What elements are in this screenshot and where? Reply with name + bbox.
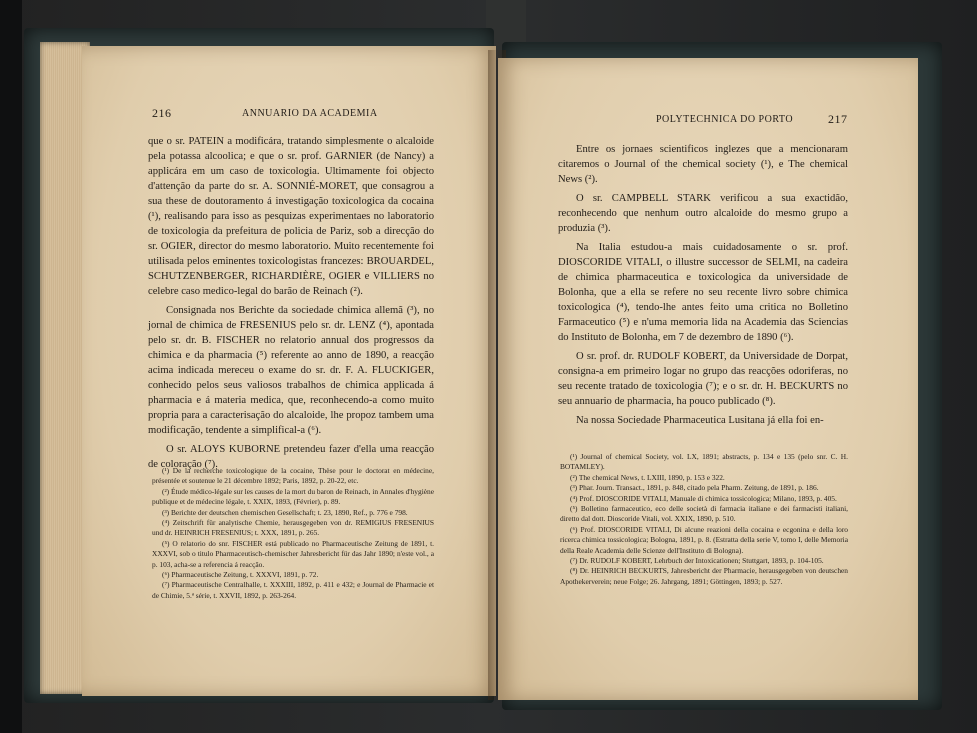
right-paragraph: Na Italia estudou-a mais cuidadosamente o sr. prof. DIOSCORIDE VITALI, o illustre successor de SELMI, na cadeira de chimica pharmaceutica e toxicologica da universidade de Bolonha, que a ella se refere no seu recente livro sobre chimica toxicologica (⁴), tendo-lhe antes feito uma critica no Bolletino Farmaceutico (⁵) e n'uma memoria lida na Academia das Sciencias do Instituto de Bolonha, em 7 de dezembro de 1890 (⁶).: [558, 242, 848, 343]
right-paragraph: Na nossa Sociedade Pharmaceutica Lusitana já ella foi en-: [576, 415, 824, 426]
footnote: (³) Berichte der deutschen chemischen Gesellschaft; t. 23, 1890, Ref., p. 776 e 798.: [162, 507, 408, 517]
left-page: [82, 46, 496, 696]
footnote: (²) Étude médico-légale sur les causes de la mort du baron de Reinach, in Annales d'hygiène publique et de médecine légale, t. XXIX, 1893, (Février), p. 89.: [152, 486, 434, 507]
right-page: [498, 58, 918, 700]
background-shadow: [0, 0, 22, 733]
right-paragraph: O sr. prof. dr. RUDOLF KOBERT, da Universidade de Dorpat, consigna-a em primeiro logar no grupo das reacções odoriferas, no seu recente tratado de toxicologia (⁷); e o sr. dr. H. BECKURTS no seu annuario de pharmacia, ha pouco publicado (⁸).: [558, 351, 848, 407]
right-paragraph: O sr. CAMPBELL STARK verificou a sua exactidão, reconhecendo que nenhum outro alcaloide do mesmo grupo a produzia (³).: [558, 193, 848, 234]
footnote: (⁶) Prof. DIOSCORIDE VITALI, Di alcune reazioni della cocaina e ecgonina e della loro ricerca chimica tossicologica; Bologna, 1891, p. 8. (Estratta della serie V, tomo I, delle Memoria della Reale Academia delle Scienze dell'Instituto di Bologna).: [560, 524, 848, 555]
right-page-number: 217: [828, 112, 848, 126]
left-running-head: ANNUARIO DA ACADEMIA: [242, 108, 378, 119]
right-body: [558, 142, 848, 432]
footnote: (⁷) Dr. RUDOLF KOBERT, Lehrbuch der Intoxicationen; Stuttgart, 1893, p. 104-105.: [570, 556, 824, 566]
left-body: [148, 134, 434, 476]
footnote: (⁴) Prof. DIOSCORIDE VITALI, Manuale di chimica tossicologica; Milano, 1893, p. 405.: [570, 493, 837, 503]
footnote: (²) The chemical News, t. LXIII, 1890, p. 153 e 322.: [570, 472, 725, 482]
footnote: (⁸) Dr. HEINRICH BECKURTS, Jahresbericht der Pharmacie, herausgegeben von deutschen Apothekerverein; neue Folge; 26. Jahrgang, 1891; Göttingen, 1893; p. 527.: [560, 566, 848, 586]
right-paragraph: Entre os jornaes scientificos inglezes que a mencionaram citaremos o Journal of the chemical society (¹), e The chemical News (²).: [558, 144, 848, 185]
footnote: (⁴) Zeitschrift für analytische Chemie, herausgegeben von dr. REMIGIUS FRESENIUS und dr. HEINRICH FRESENIUS; t. XXX, 1891, p. 265.: [152, 518, 434, 538]
footnote: (⁵) Bolletino farmaceutico, eco delle società di farmacia italiane e dei farmacisti italiani, diretto dal dott. Dioscoride Vitali, vol. XXIX, 1890, p. 510.: [560, 504, 848, 524]
left-footnotes: [152, 466, 434, 601]
footnote: (³) Phar. Journ. Transact., 1891, p. 848, citado pela Pharm. Zeitung, de 1891, p. 186.: [570, 483, 819, 493]
left-paragraph: O sr. ALOYS KUBORNE pretendeu fazer d'ella uma reacção de coloração (⁷).: [148, 444, 434, 470]
right-running-head: POLYTECHNICA DO PORTO: [656, 114, 794, 125]
footnote: (⁶) Pharmaceutische Zeitung, t. XXXVI, 1891, p. 72.: [162, 570, 319, 580]
footnote: (¹) De la recherche toxicologique de la cocaine, Thèse pour le doctorat en médecine, présentée et soutenue le 21 décembre 1892; Paris, 1892, p. 20-22, etc.: [152, 466, 434, 486]
footnote: (⁷) Pharmaceutische Centralhalle, t. XXXIII, 1892, p. 411 e 432; e Journal de Pharmacie et de Chimie, 5.ª série, t. XXVII, 1892, p. 263-264.: [152, 580, 434, 600]
footnote: (⁵) O relatorio do snr. FISCHER está publicado no Pharmaceutische Zeitung de 1891, t. XXXVI, sob o titulo Pharmaceutisch-chemischer Jahresbericht für das Jahr 1890; n'este vol., a p. 103, acha-se a referencia á reacção.: [152, 538, 434, 569]
left-paragraph: que o sr. PATEIN a modificára, tratando simplesmente o alcaloide pela potassa alcoolica; e que o sr. prof. GARNIER (de Nancy) a applicára em um caso de toxicologia. Ultimamente foi objecto d'attenção da parte do sr. A. SONNIÉ-MORET, que consagrou a sua these de doutoramento á investigação toxicologica da cocaina (¹), realisando para isso as pesquizas experimentaes no laboratorio de toxicologia da prefeitura de policia de Pariz, sob a direcção do sr. OGIER, director do mesmo laboratorio. Muito recentemente foi utilisada pelos eminentes toxicologistas francezes: BROUARDEL, SCHUTZENBERGER, RICHARDIÈRE, OGIER e VILLIERS no celebre caso medico-legal do barão de Reinach (²).: [148, 136, 434, 297]
left-page-number: 216: [152, 106, 172, 120]
right-footnotes: [560, 452, 848, 587]
footnote: (¹) Journal of chemical Society, vol. LX, 1891; abstracts, p. 134 e 135 (pelo snr. C. H. BOTAMLEY).: [560, 452, 848, 472]
left-paragraph: Consignada nos Berichte da sociedade chimica allemã (³), no jornal de chimica de FRESENIUS pelo sr. dr. LENZ (⁴), apontada pelo sr. dr. B. FISCHER no relatorio annual dos progressos da chimica e da pharmacia (⁵) referente ao anno de 1890, a reacção acima indicada mereceu o exame do sr. dr. F. A. FLUCKIGER, conhecido pelos seus valiosos trabalhos de chimica applicada á pharmacia e á materia medica, que, reconhecendo-a como muito propria para a caracterisação do alcaloide, lhe propoz tambem uma modificação, tendente a simplifical-a (⁶).: [148, 305, 434, 436]
